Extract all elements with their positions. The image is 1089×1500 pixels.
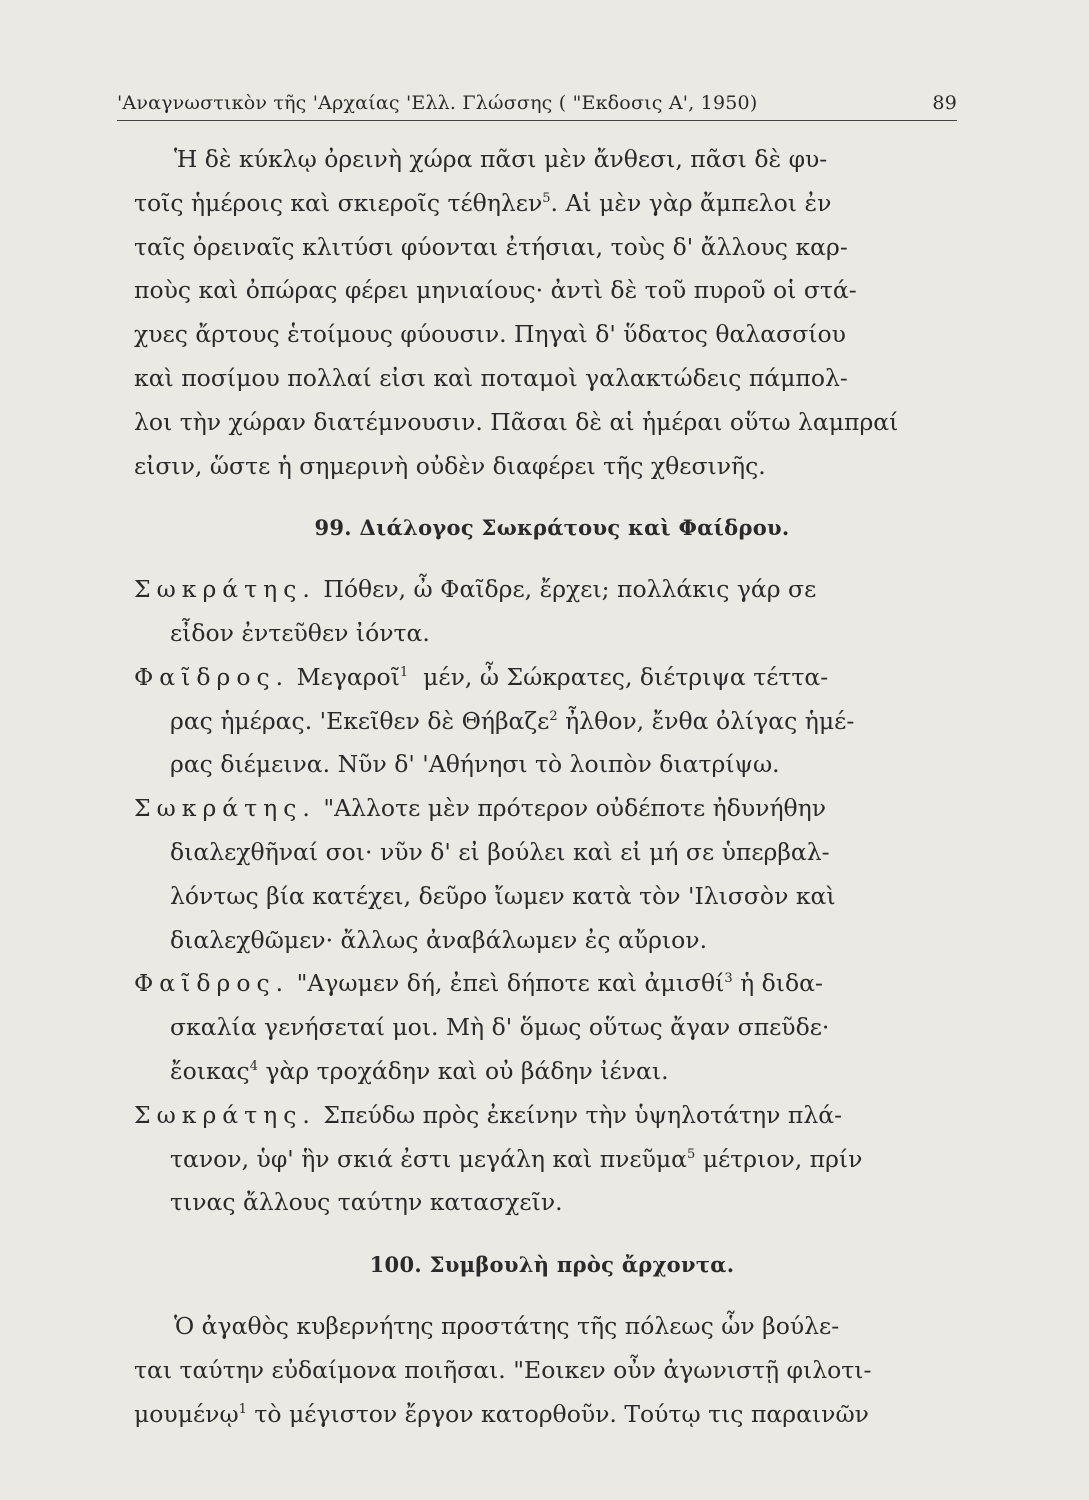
page-header bbox=[117, 92, 957, 121]
section-title-99: 99. Διάλογος Σωκράτους καὶ Φαίδρου. bbox=[314, 515, 790, 541]
dialogue-line: διαλεχθῶμεν· ἄλλως ἀναβάλωμεν ἐς αὔριον. bbox=[170, 925, 708, 954]
dialogue-line: εἶδον ἐντεῦθεν ἰόντα. bbox=[170, 618, 430, 647]
text-line: ται ταύτην εὐδαίμονα ποιῆσαι. "Εοικεν οὖν ἀγωνιστῇ φιλοτι- bbox=[134, 1355, 872, 1384]
dialogue-line: Φαῖδρος. "Αγωμεν δή, ἐπεὶ δήποτε καὶ ἀμισθί$^3$ ἡ διδα- bbox=[134, 969, 823, 998]
speaker-phaedrus: Φαῖδρος. bbox=[134, 969, 290, 998]
text-line: ταῖς ὀρειναῖς κλιτύσι φύονται ἐτήσιαι, τοὺς δ' ἄλλους καρ- bbox=[134, 232, 848, 261]
intro-paragraph bbox=[134, 138, 970, 488]
page-body bbox=[134, 138, 970, 1436]
dialogue-line: ρας διέμεινα. Νῦν δ' 'Αθήνησι τὸ λοιπὸν διατρίψω. bbox=[170, 750, 780, 779]
text-line: μουμένῳ$^1$ τὸ μέγιστον ἔργον κατορθοῦν. Τούτῳ τις παραινῶν bbox=[134, 1399, 869, 1428]
text-line: Ἡ δὲ κύκλῳ ὀρεινὴ χώρα πᾶσι μὲν ἄνθεσι, πᾶσι δὲ φυ- bbox=[174, 145, 828, 173]
text-line: λοι τὴν χώραν διατέμνουσιν. Πᾶσαι δὲ αἱ ἡμέραι οὕτω λαμπραί bbox=[134, 407, 899, 436]
page-number: 89 bbox=[932, 92, 957, 114]
text-line: εἰσιν, ὥστε ἡ σημερινὴ οὐδὲν διαφέρει τῆς χθεσινῆς. bbox=[134, 451, 766, 480]
text-line: ποὺς καὶ ὀπώρας φέρει μηνιαίους· ἀντὶ δὲ τοῦ πυροῦ οἱ στά- bbox=[134, 276, 857, 305]
dialogue-line: σκαλία γενήσεταί μοι. Μὴ δ' ὅμως οὕτως ἄγαν σπεῦδε· bbox=[170, 1013, 830, 1042]
speaker-phaedrus: Φαῖδρος. bbox=[134, 662, 290, 691]
speaker-socrates: Σωκράτης. bbox=[134, 575, 316, 604]
section-title-100: 100. Συμβουλὴ πρὸς ἄρχοντα. bbox=[369, 1252, 735, 1278]
dialogue-line: Σωκράτης. Σπεύδω πρὸς ἐκείνην τὴν ὑψηλοτάτην πλά- bbox=[134, 1100, 843, 1129]
dialogue-line: Σωκράτης. Πόθεν, ὦ Φαῖδρε, ἔρχει; πολλάκις γάρ σε bbox=[134, 575, 817, 604]
dialogue-line: Φαῖδρος. Μεγαροῖ$^1$ μέν, ὦ Σώκρατες, διέτριψα τέττα- bbox=[134, 662, 829, 691]
dialogue-line: Σωκράτης. "Αλλοτε μὲν πρότερον οὐδέποτε ἠδυνήθην bbox=[134, 794, 827, 823]
section-100-paragraph bbox=[134, 1305, 970, 1436]
text-line: καὶ ποσίμου πολλαί εἰσι καὶ ποταμοὶ γαλακτώδεις πάμπολ- bbox=[134, 363, 848, 392]
text-line: τοῖς ἡμέροις καὶ σκιεροῖς τέθηλεν$^5$. Αἱ μὲν γὰρ ἄμπελοι ἐν bbox=[134, 188, 832, 217]
speaker-socrates: Σωκράτης. bbox=[134, 794, 316, 823]
dialogue-line: ρας ἡμέρας. 'Εκεῖθεν δὲ Θήβαζε$^2$ ἦλθον, ἔνθα ὀλίγας ἡμέ- bbox=[170, 706, 855, 735]
dialogue-line: λόντως βία κατέχει, δεῦρο ἴωμεν κατὰ τὸν 'Ιλισσὸν καὶ bbox=[170, 881, 836, 910]
dialogue-line: διαλεχθῆναί σοι· νῦν δ' εἰ βούλει καὶ εἰ μή σε ὑπερβαλ- bbox=[170, 837, 830, 866]
dialogue bbox=[134, 568, 970, 1225]
text-line: χυες ἄρτους ἑτοίμους φύουσιν. Πηγαὶ δ' ὕδατος θαλασσίου bbox=[134, 320, 846, 349]
speaker-socrates: Σωκράτης. bbox=[134, 1100, 316, 1129]
running-title: 'Αναγνωστικὸν τῆς 'Αρχαίας 'Ελλ. Γλώσσης ( "Εκδοσις Α', 1950) bbox=[117, 92, 758, 114]
dialogue-line: τινας ἄλλους ταύτην κατασχεῖν. bbox=[170, 1188, 563, 1217]
dialogue-line: ἔοικας$^4$ γὰρ τροχάδην καὶ οὐ βάδην ἰέναι. bbox=[170, 1056, 669, 1085]
text-line: Ὁ ἀγαθὸς κυβερνήτης προστάτης τῆς πόλεως ὧν βούλε- bbox=[174, 1311, 840, 1340]
dialogue-line: τανον, ὑφ' ἣν σκιά ἐστι μεγάλη καὶ πνεῦμα$^5$ μέτριον, πρίν bbox=[170, 1144, 863, 1173]
